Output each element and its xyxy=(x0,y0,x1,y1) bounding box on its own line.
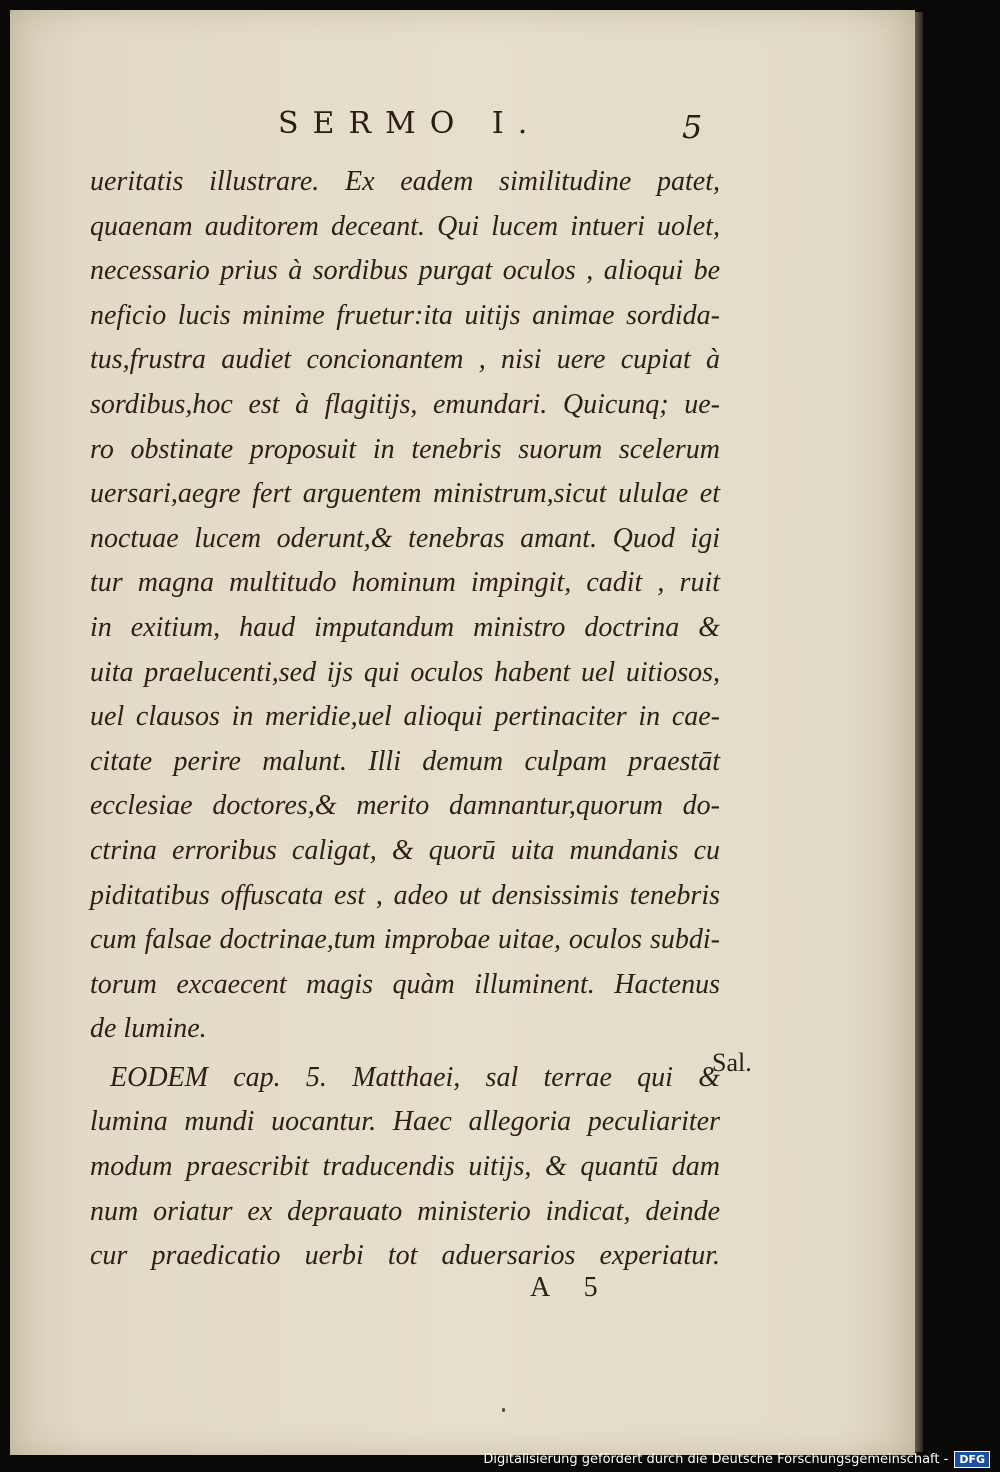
text-line: uersari,aegre fert arguentem ministrum,sicut ululae et xyxy=(90,478,720,510)
paper-speck xyxy=(502,1408,505,1412)
text-line: piditatibus offuscata est , adeo ut densissimis tenebris xyxy=(90,879,720,911)
text-line: modum praescribit traducendis uitijs, & quantū dam xyxy=(90,1151,720,1183)
text-line: uel clausos in meridie,uel alioqui pertinaciter in cae- xyxy=(90,701,720,733)
text-line: tur magna multitudo hominum impingit, cadit , ruit xyxy=(90,567,720,599)
page-number: 5 xyxy=(682,108,703,146)
margin-note: Sal. xyxy=(712,1048,752,1077)
text-line: cur praedicatio uerbi tot aduersarios experiatur. xyxy=(90,1240,720,1272)
text-line: lumina mundi uocantur. Haec allegoria peculiariter xyxy=(90,1106,720,1138)
text-line: sordibus,hoc est à flagitijs, emundari. Quicunq; ue- xyxy=(90,388,720,420)
text-line: noctuae lucem oderunt,& tenebras amant. Quod igi xyxy=(90,522,720,554)
text-line: necessario prius à sordibus purgat oculos , alioqui be xyxy=(90,255,720,287)
text-line: ecclesiae doctores,& merito damnantur,quorum do- xyxy=(90,790,720,822)
dfg-logo-icon: DFG xyxy=(954,1451,990,1468)
text-line: neficio lucis minime fruetur:ita uitijs animae sordida- xyxy=(90,299,720,331)
signature-mark: A 5 xyxy=(530,1272,612,1303)
book-page xyxy=(10,10,915,1455)
text-line: citate perire malunt. Illi demum culpam praestāt xyxy=(90,745,720,777)
text-line: ueritatis illustrare. Ex eadem similitudine patet, xyxy=(90,166,720,197)
text-line: quaenam auditorem deceant. Qui lucem intueri uolet, xyxy=(90,210,720,242)
running-title: SERMO I. xyxy=(278,106,542,141)
text-line: num oriatur ex deprauato ministerio indicat, deinde xyxy=(90,1195,720,1227)
text-line: ctrina erroribus caligat, & quorū uita mundanis cu xyxy=(90,834,720,866)
page-edge xyxy=(915,12,923,1452)
text-line: torum excaecent magis quàm illuminent. Hactenus xyxy=(90,968,720,1000)
paragraph-start-line: EODEM cap. 5. Matthaei, sal terrae qui & xyxy=(110,1061,720,1093)
body-text xyxy=(90,160,720,1279)
text-line: uita praelucenti,sed ijs qui oculos habent uel uitiosos, xyxy=(90,656,720,688)
text-line: ro obstinate proposuit in tenebris suorum scelerum xyxy=(90,433,720,465)
footer-credit: Digitalisierung gefördert durch die Deutsche Forschungsgemeinschaft - xyxy=(483,1452,949,1467)
text-line: cum falsae doctrinae,tum improbae uitae, oculos subdi- xyxy=(90,924,720,956)
text-line: tus,frustra audiet concionantem , nisi uere cupiat à xyxy=(90,344,720,376)
digitization-footer xyxy=(483,1451,990,1468)
text-line: in exitium, haud imputandum ministro doctrina & xyxy=(90,611,720,643)
text-line: de lumine. xyxy=(90,1013,207,1045)
